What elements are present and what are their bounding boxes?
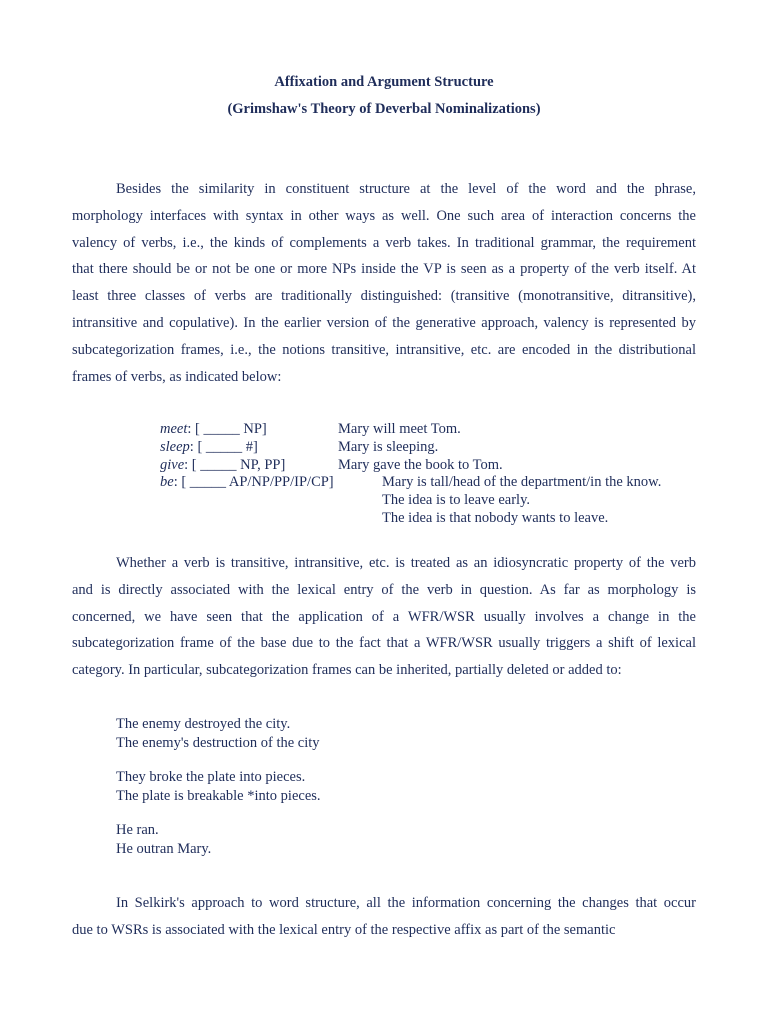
paragraph-line: and is directly associated with the lexical entry of the verb in question. As far as morphology is: [72, 581, 696, 598]
paragraph-line: Whether a verb is transitive, intransitive, etc. is treated as an idiosyncratic property of the verb: [116, 555, 696, 571]
frame-row: [160, 492, 720, 510]
frame-verb: give: [160, 456, 185, 473]
frame-pattern: : [ _____ #]: [189, 438, 258, 455]
frame-verb: sleep: [160, 438, 190, 455]
frame-row: [160, 510, 720, 528]
paragraph-line: due to WSRs is associated with the lexical entry of the respective affix as part of the semantic: [72, 921, 616, 938]
example-group: [116, 715, 321, 752]
example-group: [116, 821, 321, 858]
document-subtitle: (Grimshaw's Theory of Deverbal Nominalizations): [227, 101, 541, 117]
paragraph-line: concerned, we have seen that the application of a WFR/WSR usually involves a change in the: [72, 608, 696, 625]
frame-row: [160, 457, 720, 475]
frame-example: The idea is that nobody wants to leave.: [382, 509, 609, 526]
example-group: [116, 768, 321, 805]
paragraph-2: [72, 550, 696, 684]
frame-example: Mary will meet Tom.: [338, 421, 461, 437]
paragraph-line: intransitive and copulative). In the earlier version of the generative approach, valency is represented by: [72, 314, 696, 331]
paragraph-line: valency of verbs, i.e., the kinds of complements a verb takes. In traditional grammar, the requirement: [72, 234, 696, 251]
example-line: He ran.: [116, 822, 159, 839]
paragraph-line: frames of verbs, as indicated below:: [72, 368, 282, 385]
frame-pattern: : [ _____ NP, PP]: [184, 456, 286, 473]
frame-row: [160, 421, 720, 439]
paragraph-line: least three classes of verbs are traditionally distinguished: (transitive (monotransitive, ditransitive),: [72, 288, 696, 305]
frame-example: Mary is tall/head of the department/in the know.: [382, 474, 662, 491]
paragraph-line: Besides the similarity in constituent structure at the level of the word and the phrase,: [116, 181, 696, 197]
frame-example: Mary gave the book to Tom.: [338, 456, 503, 473]
paragraph-3: [72, 890, 696, 944]
example-line: The enemy's destruction of the city: [116, 734, 320, 751]
paragraph-line: subcategorization frame of the base due to the fact that a WFR/WSR usually triggers a shift of lexical: [72, 635, 696, 652]
example-line: The plate is breakable *into pieces.: [116, 787, 321, 804]
paragraph-line: subcategorization frames, i.e., the notions transitive, intransitive, etc. are encoded in the distributional: [72, 341, 696, 358]
paragraph-1: [72, 176, 696, 390]
frame-example: The idea is to leave early.: [382, 492, 531, 509]
paragraph-line: In Selkirk's approach to word structure, all the information concerning the changes that occur: [116, 895, 696, 911]
frame-row: [160, 474, 720, 492]
example-line: He outran Mary.: [116, 840, 212, 857]
example-line: They broke the plate into pieces.: [116, 769, 306, 786]
frame-pattern: : [ _____ NP]: [187, 421, 267, 437]
paragraph-line: category. In particular, subcategorization frames can be inherited, partially deleted or added to:: [72, 662, 622, 679]
subcategorization-frames: [160, 421, 720, 528]
frame-row: [160, 439, 720, 457]
frame-verb: meet: [160, 421, 188, 437]
example-line: The enemy destroyed the city.: [116, 716, 291, 732]
frame-pattern: : [ _____ AP/NP/PP/IP/CP]: [173, 474, 334, 491]
example-sentences: [116, 715, 321, 875]
paragraph-line: morphology interfaces with syntax in other ways as well. One such area of interaction concerns the: [72, 207, 696, 224]
frame-verb: be: [160, 474, 174, 491]
document-title: Affixation and Argument Structure: [274, 74, 494, 90]
paragraph-line: that there should be or not be one or more NPs inside the VP is seen as a property of the verb itself. At: [72, 261, 696, 278]
frame-example: Mary is sleeping.: [338, 438, 439, 455]
